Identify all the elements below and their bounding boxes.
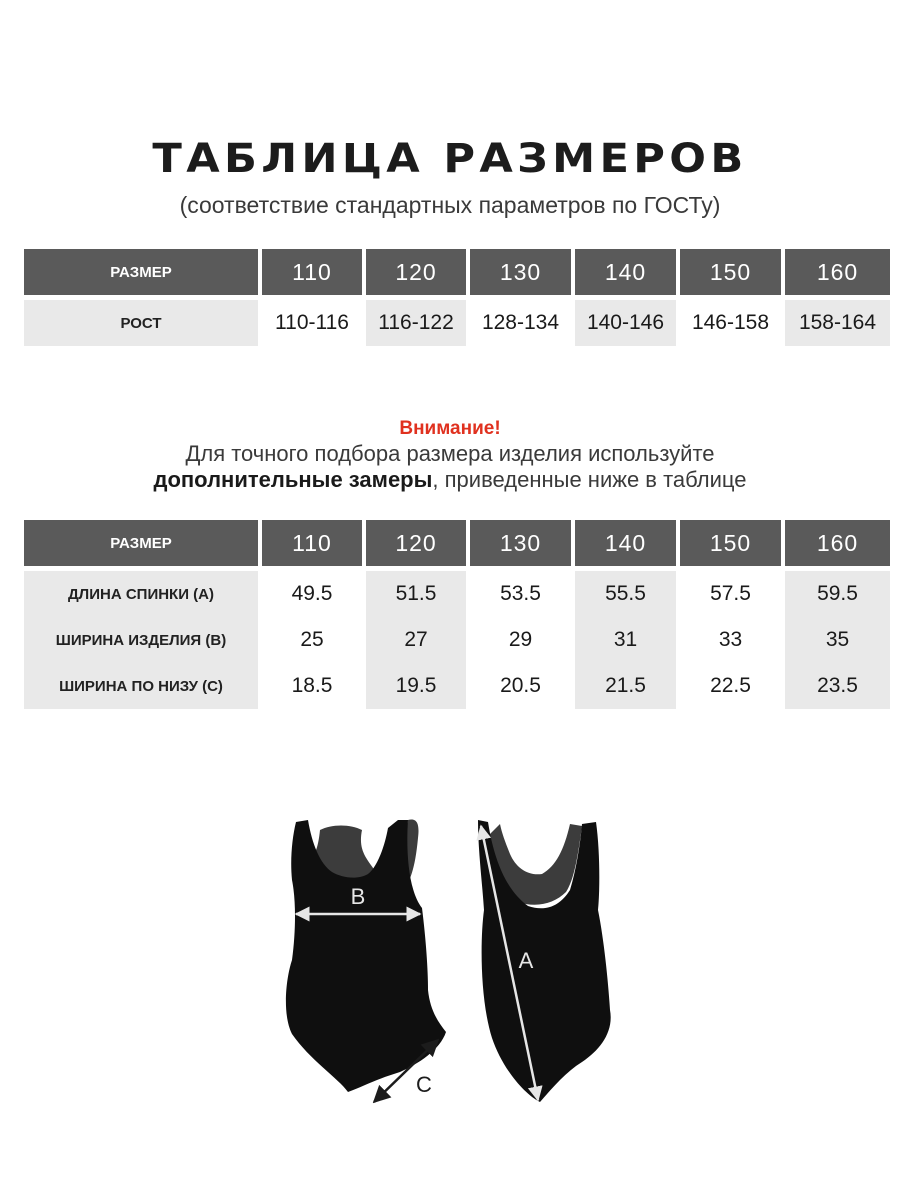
table1-cell: 110-116 — [275, 311, 349, 334]
table1-row-label: РОСТ — [24, 300, 258, 346]
swimsuit-front-icon — [286, 820, 446, 1102]
label-a: A — [518, 948, 534, 973]
table2-cell: 22.5 — [710, 674, 751, 697]
table2-cell: 55.5 — [575, 571, 676, 617]
table2-size-110: 110 — [262, 520, 362, 566]
table2-size-130: 130 — [470, 520, 571, 566]
table2-cell: 23.5 — [785, 663, 890, 709]
attention-bold-text: дополнительные замеры — [153, 467, 433, 492]
page-subtitle: (соответствие стандартных параметров по ГОСТу) — [179, 192, 721, 218]
table2-header-label: РАЗМЕР — [24, 520, 258, 566]
table2-cell: 33 — [718, 628, 743, 651]
table2-cell: 21.5 — [575, 663, 676, 709]
table2-cell: 59.5 — [785, 571, 890, 617]
attention-line-1: Для точного подбора размера изделия используйте — [185, 441, 715, 466]
swimsuit-back-icon — [478, 820, 611, 1102]
table2-cell: 19.5 — [366, 663, 466, 709]
attention-heading: Внимание! — [399, 418, 501, 439]
swimsuit-measurement-diagram — [270, 810, 630, 1110]
table1-size-110: 110 — [262, 249, 362, 295]
table2-cell: 35 — [785, 617, 890, 663]
table2-cell: 53.5 — [500, 582, 541, 605]
table2-row-label: ШИРИНА ИЗДЕЛИЯ (В) — [24, 617, 258, 663]
table1-size-140: 140 — [575, 249, 676, 295]
table2-cell: 25 — [300, 628, 324, 651]
table1-size-160: 160 — [785, 249, 890, 295]
table2-cell: 49.5 — [291, 582, 333, 605]
table2-cell: 29 — [508, 628, 533, 651]
table2-cell: 20.5 — [500, 674, 541, 697]
table2-cell: 57.5 — [710, 582, 751, 605]
attention-rest-text: , приведенные ниже в таблице — [432, 467, 747, 492]
table1-cell: 116-122 — [366, 300, 466, 346]
table1-cell: 158-164 — [785, 300, 890, 346]
table2-size-120: 120 — [366, 520, 466, 566]
table1-size-130: 130 — [470, 249, 571, 295]
table2-size-150: 150 — [680, 520, 781, 566]
attention-line-2 — [0, 467, 900, 493]
page-title: ТАБЛИЦА РАЗМЕРОВ — [152, 136, 748, 182]
label-b: B — [350, 884, 366, 909]
table1-cell: 146-158 — [691, 311, 770, 334]
table2-size-160: 160 — [785, 520, 890, 566]
table1-size-150: 150 — [680, 249, 781, 295]
table1-cell: 128-134 — [481, 311, 560, 334]
table2-cell: 27 — [366, 617, 466, 663]
table2-row-label: ШИРИНА ПО НИЗУ (С) — [24, 663, 258, 709]
table1-size-120: 120 — [366, 249, 466, 295]
table2-row-label: ДЛИНА СПИНКИ (А) — [24, 571, 258, 617]
table1-header-label: РАЗМЕР — [24, 249, 258, 295]
table2-size-140: 140 — [575, 520, 676, 566]
table2-cell: 18.5 — [291, 674, 333, 697]
label-c: C — [416, 1072, 432, 1097]
table1-cell: 140-146 — [575, 300, 676, 346]
table2-cell: 31 — [575, 617, 676, 663]
table2-cell: 51.5 — [366, 571, 466, 617]
